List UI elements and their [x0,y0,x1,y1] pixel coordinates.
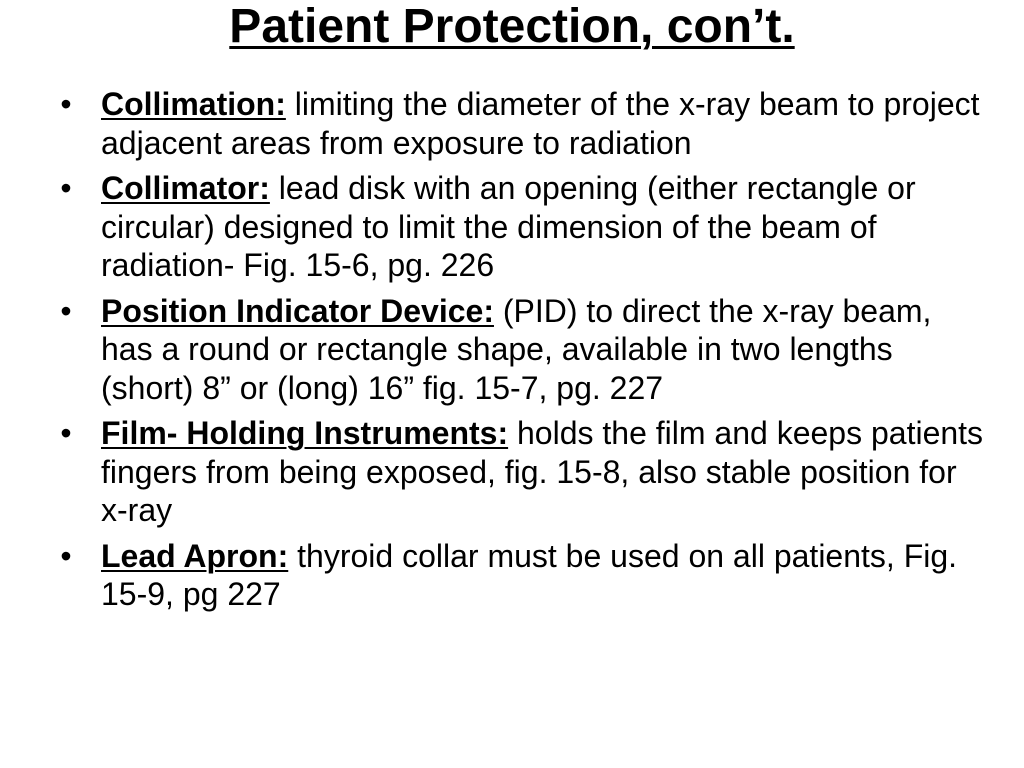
bullet-item-position-indicator-device [0,292,1024,408]
bullet-text: limiting the diameter of the x-ray beam to project adjacent areas from exposure to radiation [101,86,980,161]
bullet-list [0,85,1024,621]
bullet-text: thyroid collar must be used on all patients, Fig. 15-9, pg 227 [101,537,958,612]
bullet-item-lead-apron [0,537,1024,614]
slide-title: Patient Protection, con’t. [229,0,795,53]
bullet-item-film-holding-instruments [0,414,1024,530]
bullet-icon: • [60,537,72,574]
bullet-term: Lead Apron: [101,537,289,574]
bullet-term: Film- Holding Instruments: [101,415,509,451]
bullet-term: Collimation: [101,86,286,122]
bullet-item-collimator [0,169,1024,285]
bullet-text: holds the film and keeps patients fingers from being exposed, fig. 15-8, also stable position for x-ray [101,415,984,528]
bullet-text: lead disk with an opening (either rectangle or circular) designed to limit the dimension of the beam of radiation- Fig. 15-6, pg. 226 [101,170,916,283]
bullet-icon: • [60,86,72,122]
bullet-icon: • [60,170,72,206]
bullet-term: Collimator: [101,170,270,206]
bullet-icon: • [60,415,72,451]
bullet-text: (PID) to direct the x-ray beam, has a round or rectangle shape, available in two lengths (short) 8” or (long) 16” fig. 15-7, pg. 227 [101,292,932,406]
bullet-icon: • [60,292,72,329]
bullet-item-collimation [0,85,1024,162]
bullet-term: Position Indicator Device: [101,292,494,329]
